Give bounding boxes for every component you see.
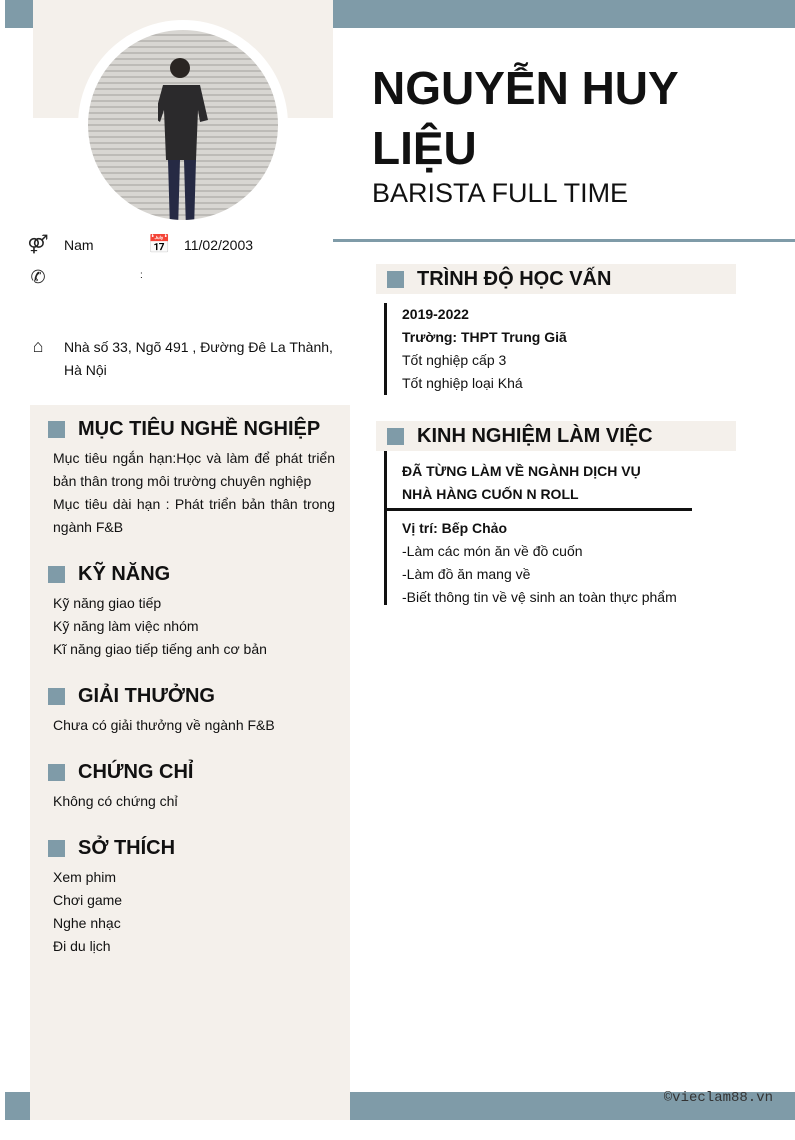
section-marker <box>48 764 65 781</box>
candidate-name: NGUYỄN HUY LIỆU <box>372 62 678 174</box>
objective-section <box>30 418 350 539</box>
skill-item: Kỹ năng làm việc nhóm <box>53 618 199 634</box>
experience-position: Vị trí: Bếp Chảo <box>402 520 508 536</box>
section-title: CHỨNG CHỈ <box>78 761 194 783</box>
address-value: Nhà số 33, Ngõ 491 , Đường Đê La Thành, Hà Nội <box>64 339 333 378</box>
education-period: 2019-2022 <box>402 306 469 322</box>
skills-section <box>30 563 350 661</box>
section-marker <box>48 840 65 857</box>
section-marker <box>48 688 65 705</box>
experience-header <box>376 421 736 451</box>
education-line: Tốt nghiệp cấp 3 <box>402 352 507 368</box>
experience-body <box>384 451 692 605</box>
gender-value: Nam <box>64 237 94 253</box>
sidebar <box>30 405 350 1120</box>
section-marker <box>48 566 65 583</box>
skill-item: Kĩ năng giao tiếp tiếng anh cơ bản <box>53 641 267 657</box>
section-title: MỤC TIÊU NGHỀ NGHIỆP <box>78 418 321 440</box>
skill-item: Kỹ năng giao tiếp <box>53 595 162 611</box>
section-title: KINH NGHIỆM LÀM VIỆC <box>417 424 653 447</box>
phone-icon: ✆ <box>30 267 46 287</box>
profile-photo <box>78 20 288 230</box>
section-title: SỞ THÍCH <box>78 837 176 859</box>
hobby-item: Chơi game <box>53 892 123 908</box>
section-title: KỸ NĂNG <box>78 563 171 585</box>
home-icon: ⌂ <box>32 336 44 356</box>
experience-line: -Biết thông tin về vệ sinh an toàn thực phẩm <box>402 589 677 605</box>
award-item: Chưa có giải thưởng về ngành F&B <box>53 717 275 733</box>
header-divider <box>333 239 795 242</box>
experience-line: -Làm các món ăn về đồ cuốn <box>402 543 583 559</box>
gender-icon: ⚤ <box>27 234 49 254</box>
job-title: BARISTA FULL TIME <box>372 178 629 208</box>
objective-item: Mục tiêu ngắn hạn:Học và làm để phát triển bản thân trong môi trường chuyên nghiệp <box>53 450 335 489</box>
hobbies-section <box>30 837 350 958</box>
education-body <box>384 303 567 395</box>
education-header <box>376 264 736 294</box>
phone-value: : <box>140 270 143 281</box>
hobby-item: Nghe nhạc <box>53 915 121 931</box>
section-marker <box>387 271 404 288</box>
section-marker <box>387 428 404 445</box>
watermark: ©vieclam88.vn <box>663 1090 773 1106</box>
hobby-item: Đi du lịch <box>53 938 111 954</box>
section-title: GIẢI THƯỞNG <box>78 685 215 707</box>
section-title: TRÌNH ĐỘ HỌC VẤN <box>417 267 612 290</box>
calendar-icon: 📅 <box>148 234 171 254</box>
person-figure <box>158 50 208 220</box>
education-line: Tốt nghiệp loại Khá <box>402 375 523 391</box>
birthdate-value: 11/02/2003 <box>184 237 254 253</box>
certificate-item: Không có chứng chỉ <box>53 793 178 809</box>
certificates-section <box>30 761 350 813</box>
sidebar-bottom <box>30 1092 350 1120</box>
company-line: NHÀ HÀNG CUỐN N ROLL <box>402 486 579 502</box>
awards-section <box>30 685 350 737</box>
company-line: ĐÃ TỪNG LÀM VỀ NGÀNH DỊCH VỤ <box>402 463 641 479</box>
hobby-item: Xem phim <box>53 869 117 885</box>
experience-line: -Làm đồ ăn mang về <box>402 566 531 582</box>
objective-item: Mục tiêu dài hạn : Phát triển bản thân trong ngành F&B <box>53 496 335 535</box>
section-marker <box>48 421 65 438</box>
education-school: Trường: THPT Trung Giã <box>402 329 567 345</box>
